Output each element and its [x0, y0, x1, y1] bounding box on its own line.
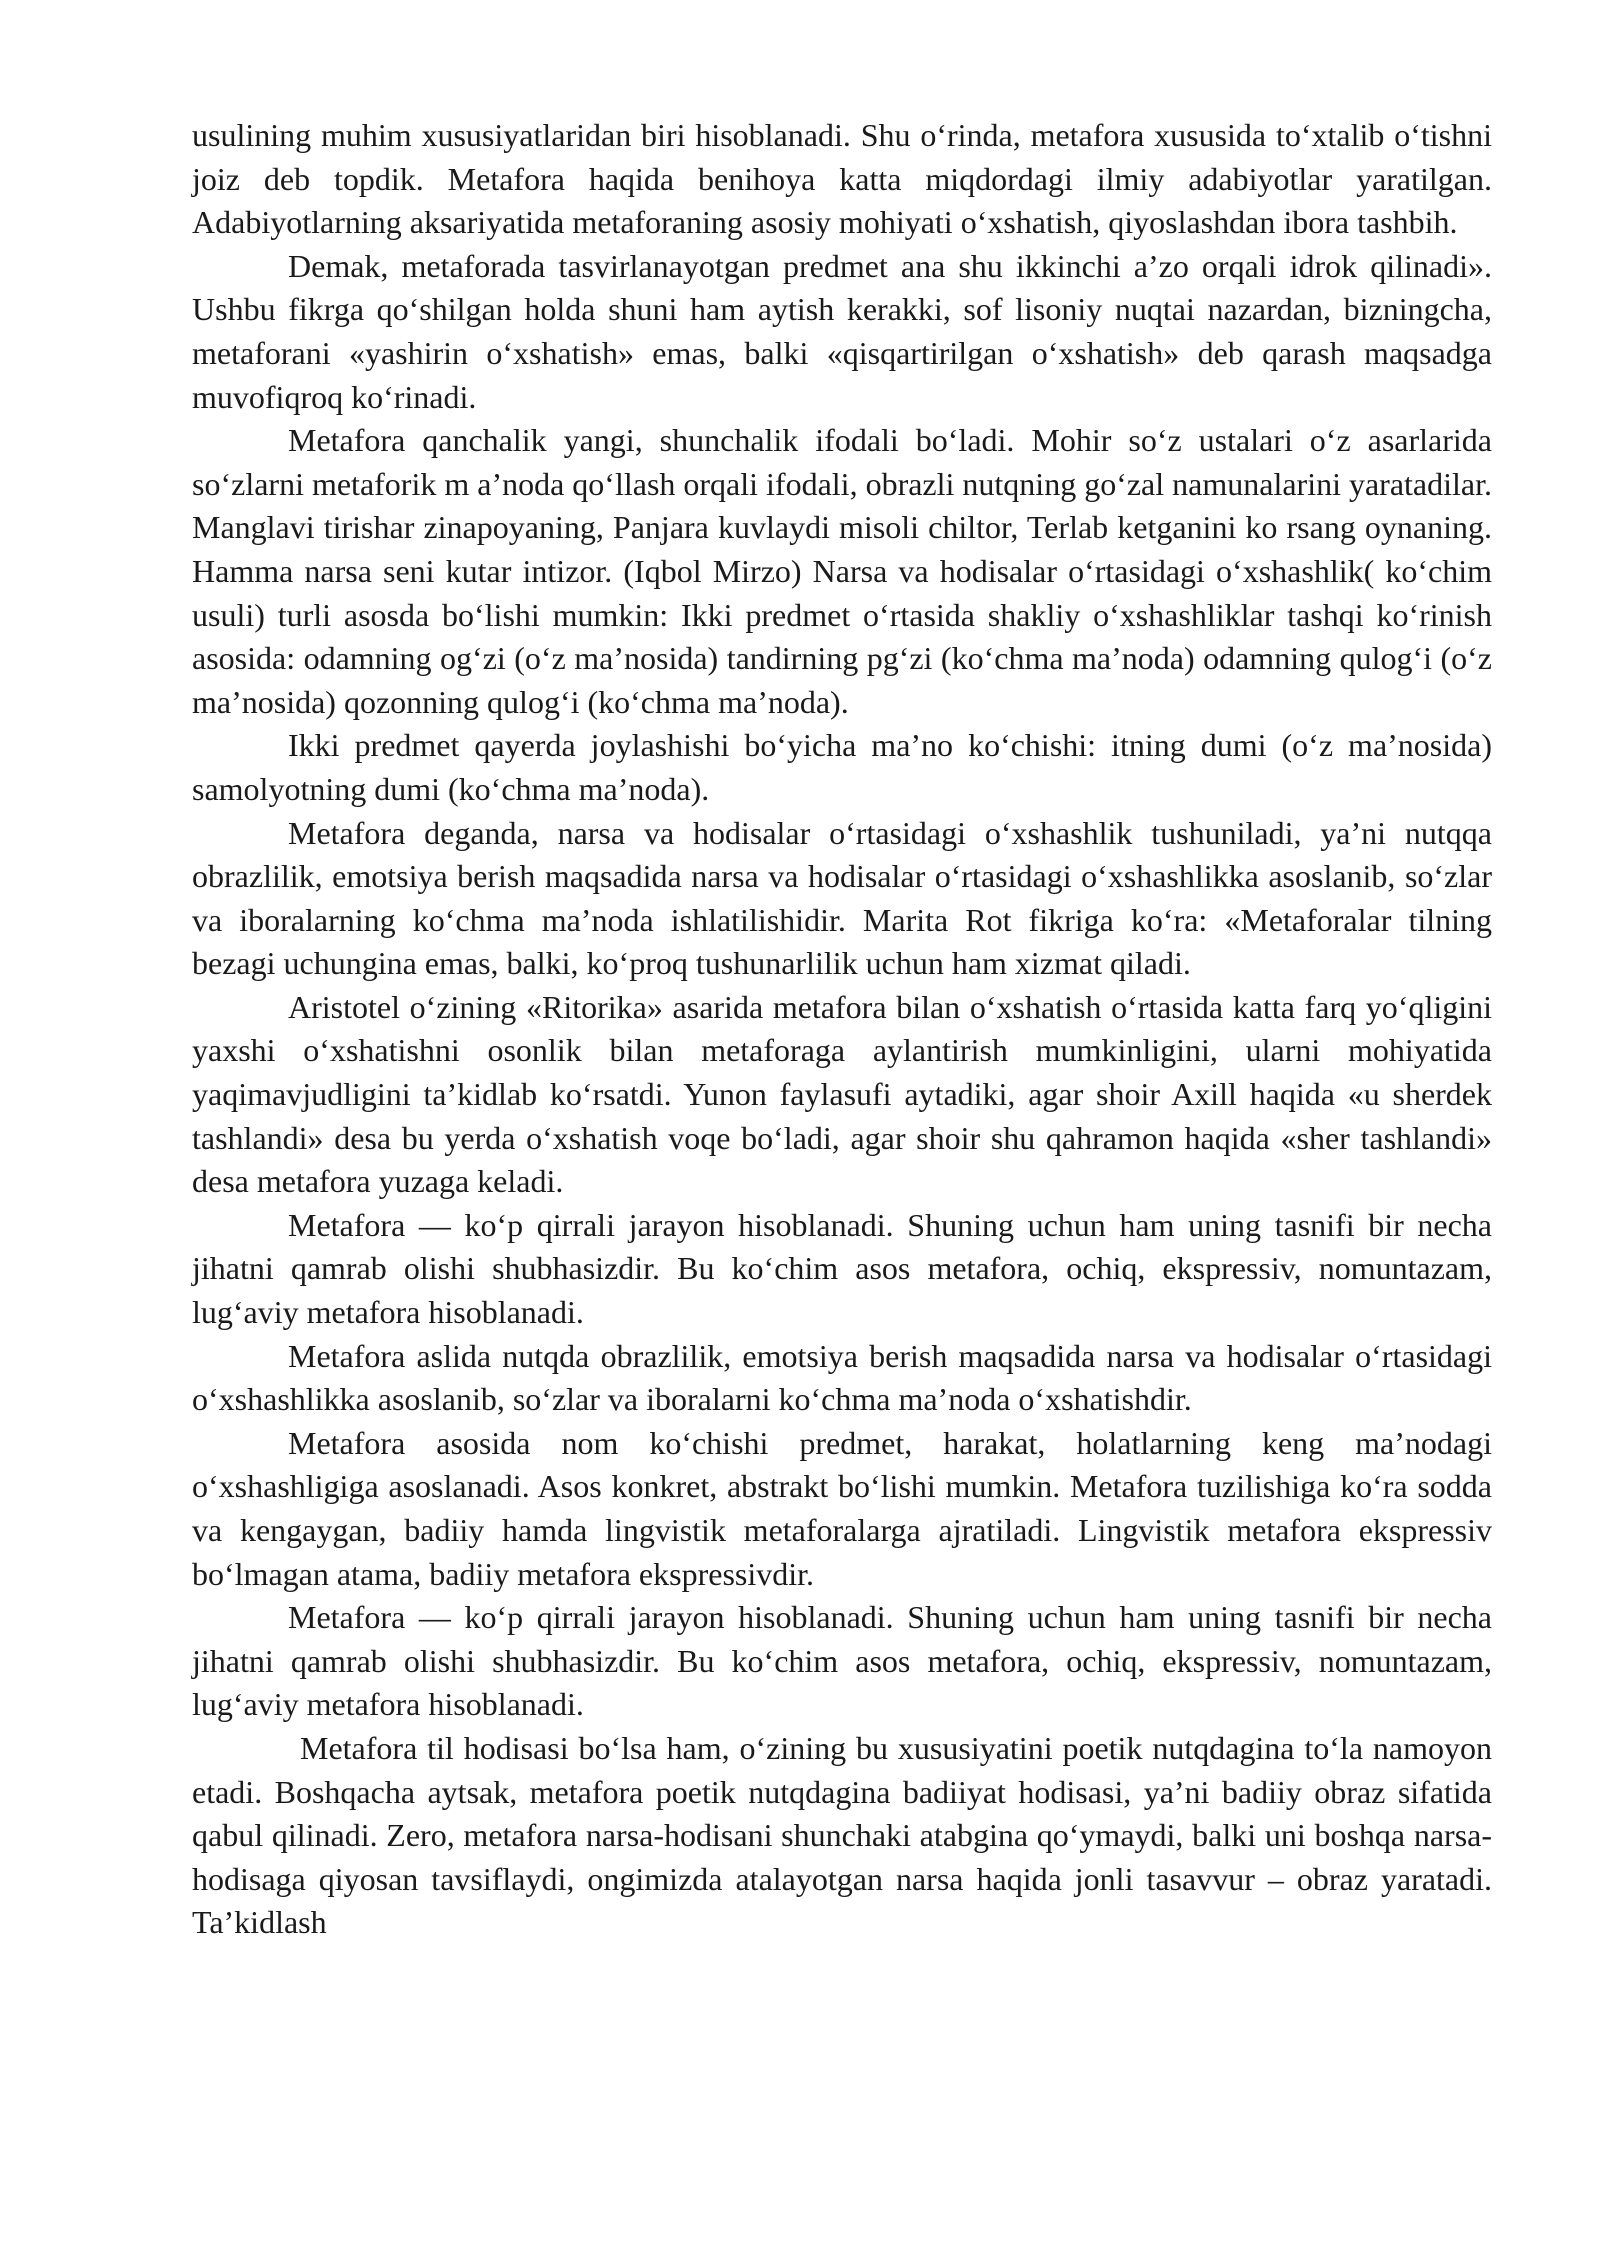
paragraph-4: Ikki predmet qayerda joylashishi bo‘yicha ma’no ko‘chishi: itning dumi (o‘z ma’nosida) samolyotning dumi (ko‘chma ma’noda).: [192, 727, 1492, 807]
paragraph-11: Metafora til hodisasi bo‘lsa ham, o‘zining bu xususiyatini poetik nutqdagina to‘la namoyon etadi. Boshqacha aytsak, metafora poetik nutqdagina badiiyat hodisasi, ya’ni badiiy obraz sifatida qabul qilinadi. Zero, metafora narsa-hodisani shunchaki atabgina qo‘ymaydi, balki uni boshqa narsa-hodisaga qiyosan tavsiflaydi, ongimizda atalayotgan narsa haqida jonli tasavvur – obraz yaratadi. Ta’kidlash: [192, 1729, 1492, 1941]
paragraph-6: Aristotel o‘zining «Ritorika» asarida metafora bilan o‘xshatish o‘rtasida katta farq yo‘qligini yaxshi o‘xshatishni osonlik bilan metaforaga aylantirish mumkinligini, ularni mohiyatida yaqimavjudligini ta’kidlab ko‘rsatdi. Yunon faylasufi aytadiki, agar shoir Axill haqida «u sherdek tashlandi» desa bu yerda o‘xshatish voqe bo‘ladi, agar shoir shu qahramon haqida «sher tashlandi» desa metafora yuzaga keladi.: [192, 988, 1492, 1200]
paragraph-7: Metafora — ko‘p qirrali jarayon hisoblanadi. Shuning uchun ham uning tasnifi bir necha jihatni qamrab olishi shubhasizdir. Bu ko‘chim asos metafora, ochiq, ekspressiv, nomuntazam, lug‘aviy metafora hisoblanadi.: [192, 1206, 1492, 1331]
paragraph-9: Metafora asosida nom ko‘chishi predmet, harakat, holatlarning keng ma’nodagi o‘xshashligiga asoslanadi. Asos konkret, abstrakt bo‘lishi mumkin. Metafora tuzilishiga ko‘ra sodda va kengaygan, badiiy hamda lingvistik metaforalarga ajratiladi. Lingvistik metafora ekspressiv bo‘lmagan atama, badiiy metafora ekspressivdir.: [192, 1424, 1492, 1592]
paragraph-3: Metafora qanchalik yangi, shunchalik ifodali bo‘ladi. Mohir so‘z ustalari o‘z asarlarida so‘zlarni metaforik m a’noda qo‘llash orqali ifodali, obrazli nutqning go‘zal namunalarini yaratadilar. Manglavi tirishar zinapoyaning, Panjara kuvlaydi misoli chiltor, Terlab ketganini ko rsang oynaning. Hamma narsa seni kutar intizor. (Iqbol Mirzo) Narsa va hodisalar o‘rtasidagi o‘xshashlik( ko‘chim usuli) turli asosda bo‘lishi mumkin: Ikki predmet o‘rtasida shakliy o‘xshashliklar tashqi ko‘rinish asosida: odamning og‘zi (o‘z ma’nosida) tandirning pg‘zi (ko‘chma ma’noda) odamning qulog‘i (o‘z ma’nosida) qozonning qulog‘i (ko‘chma ma’noda).: [192, 422, 1492, 720]
paragraph-1: usulining muhim xususiyatlaridan biri hisoblanadi. Shu o‘rinda, metafora xususida to‘xtalib o‘tishni joiz deb topdik. Metafora haqida benihoya katta miqdordagi ilmiy adabiyotlar yaratilgan. Adabiyotlarning aksariyatida metaforaning asosiy mohiyati o‘xshatish, qiyoslashdan ibora tashbih.: [192, 117, 1492, 241]
paragraph-8: Metafora aslida nutqda obrazlilik, emotsiya berish maqsadida narsa va hodisalar o‘rtasidagi o‘xshashlikka asoslanib, so‘zlar va iboralarni ko‘chma ma’noda o‘xshatishdir.: [192, 1337, 1492, 1418]
paragraph-5: Metafora deganda, narsa va hodisalar o‘rtasidagi o‘xshashlik tushuniladi, ya’ni nutqqa obrazlilik, emotsiya berish maqsadida narsa va hodisalar o‘rtasidagi o‘xshashlikka asoslanib, so‘zlar va iboralarning ko‘chma ma’noda ishlatilishidir. Marita Rot fikriga ko‘ra: «Metaforalar tilning bezagi uchungina emas, balki, ko‘proq tushunarlilik uchun ham xizmat qiladi.: [192, 814, 1492, 982]
document-body: [192, 114, 1492, 1945]
paragraph-2: Demak, metaforada tasvirlanayotgan predmet ana shu ikkinchi a’zo orqali idrok qilinadi». Ushbu fikrga qo‘shilgan holda shuni ham aytish kerakki, sof lisoniy nuqtai nazardan, bizningcha, metaforani «yashirin o‘xshatish» emas, balki «qisqartirilgan o‘xshatish» deb qarash maqsadga muvofiqroq ko‘rinadi.: [192, 247, 1492, 415]
paragraph-10: Metafora — ko‘p qirrali jarayon hisoblanadi. Shuning uchun ham uning tasnifi bir necha jihatni qamrab olishi shubhasizdir. Bu ko‘chim asos metafora, ochiq, ekspressiv, nomuntazam, lug‘aviy metafora hisoblanadi.: [192, 1599, 1492, 1723]
